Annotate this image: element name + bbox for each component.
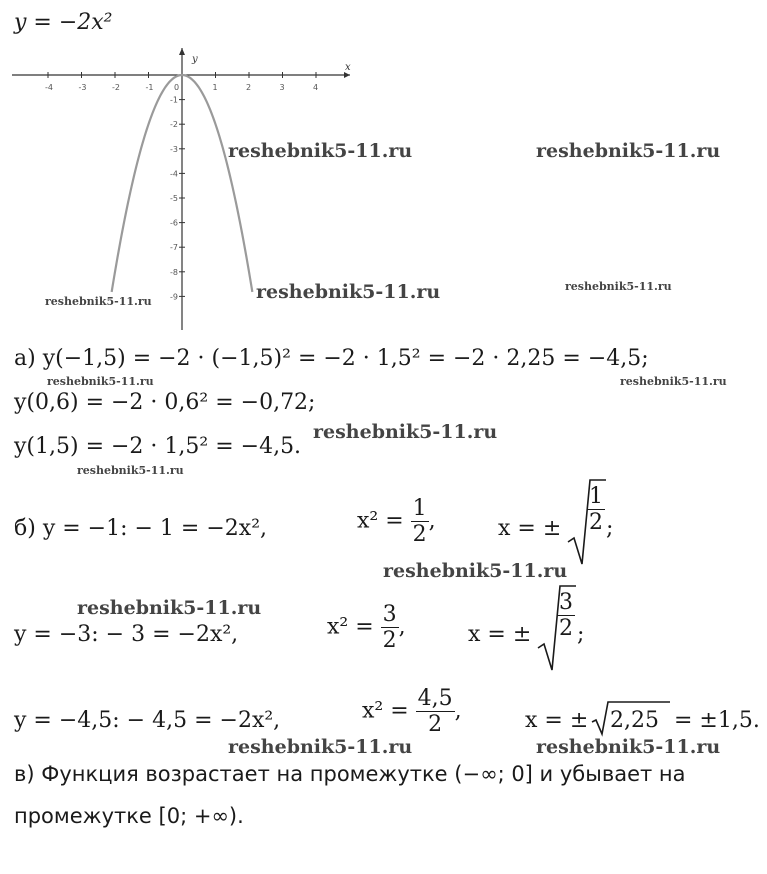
sqrt-fraction	[587, 484, 605, 535]
part-a-line-2: y(0,6) = −2 · 0,6² = −0,72;	[14, 390, 316, 415]
fraction	[411, 496, 429, 547]
fraction-numerator: 4,5	[417, 686, 453, 711]
watermark: reshebnik5-11.ru	[536, 140, 721, 162]
fraction-lhs: x² =	[327, 614, 374, 640]
fraction-numerator: 1	[412, 496, 427, 521]
fraction-denominator: 2	[412, 522, 427, 547]
x-tick-label: 2	[246, 83, 252, 92]
x-tick-label: 4	[313, 83, 319, 92]
y-tick-label: -3	[170, 144, 178, 154]
watermark: reshebnik5-11.ru	[45, 295, 152, 308]
x-tick-label: -2	[112, 83, 120, 92]
y-tick-label: -8	[170, 267, 178, 277]
x-tick-label: 1	[212, 83, 218, 92]
fraction-numerator: 3	[382, 602, 397, 627]
fraction-denominator: 2	[589, 510, 603, 535]
part-b-row-3-prefix: y = −4,5: − 4,5 = −2x²,	[14, 708, 281, 733]
part-c-line-1: в) Функция возрастает на промежутке (−∞; 0] и убывает на	[14, 762, 686, 786]
part-b-row-1-tail: ;	[606, 516, 614, 541]
fraction	[381, 602, 399, 653]
fraction-denominator: 2	[416, 711, 455, 737]
part-b-row-1-fraction: x² = $\frac{1}{2}$ ,	[357, 496, 436, 547]
fraction-lhs: x² =	[362, 698, 409, 724]
part-b-row-2-root-prefix: x = ±	[468, 622, 532, 647]
y-tick-label: -5	[170, 194, 178, 203]
fraction-numerator: 1	[589, 484, 603, 509]
part-a-line-1: а) y(−1,5) = −2 · (−1,5)² = −2 · 1,5² = −2 · 2,25 = −4,5;	[14, 346, 649, 371]
part-b-row-2-prefix: y = −3: − 3 = −2x²,	[14, 622, 239, 647]
watermark: reshebnik5-11.ru	[47, 375, 154, 388]
x-tick-label: -3	[78, 83, 87, 92]
sqrt-fraction	[557, 590, 575, 641]
x-tick-label: 0	[174, 83, 180, 92]
part-a-line-3: y(1,5) = −2 · 1,5² = −4,5.	[14, 434, 302, 459]
watermark: reshebnik5-11.ru	[383, 560, 568, 582]
y-tick-label: -1	[170, 95, 178, 105]
x-tick-label: -4	[45, 83, 53, 92]
fraction-lhs: x² =	[357, 508, 404, 534]
fraction-comma: ,	[454, 698, 462, 724]
part-c-line-2: промежутке [0; +∞).	[14, 804, 244, 828]
part-b-row-3-result: = ±1,5.	[674, 708, 760, 733]
fraction-denominator: 2	[382, 628, 397, 653]
fraction	[416, 686, 455, 737]
part-b-row-2-tail: ;	[577, 622, 585, 647]
part-b-row-1-root-prefix: x = ±	[498, 516, 562, 541]
fraction-numerator: 3	[559, 590, 573, 615]
watermark: reshebnik5-11.ru	[565, 280, 672, 293]
part-b-row-3-fraction	[362, 686, 462, 737]
watermark: reshebnik5-11.ru	[313, 421, 498, 443]
y-tick-label: -2	[170, 120, 178, 130]
watermark: reshebnik5-11.ru	[228, 736, 413, 758]
watermark: reshebnik5-11.ru	[256, 281, 441, 303]
watermark: reshebnik5-11.ru	[77, 464, 184, 477]
watermark: reshebnik5-11.ru	[620, 375, 727, 388]
x-axis-label: x	[345, 62, 351, 73]
fraction-denominator: 2	[559, 616, 573, 641]
sqrt-value: 2,25	[610, 708, 659, 733]
y-axis-label: y	[192, 54, 198, 65]
y-axis-arrow	[179, 48, 185, 55]
part-b-row-1-prefix: б) y = −1: − 1 = −2x²,	[14, 516, 267, 541]
y-tick-label: -6	[170, 218, 178, 228]
part-b-row-3-root-prefix: x = ±	[525, 708, 589, 733]
y-tick-label: -9	[170, 292, 178, 302]
watermark: reshebnik5-11.ru	[77, 597, 262, 619]
part-b-row-2-fraction: x² = $\frac{3}{2}$ ,	[327, 602, 406, 653]
y-tick-label: -7	[170, 243, 178, 253]
watermark: reshebnik5-11.ru	[228, 140, 413, 162]
x-tick-label: 3	[279, 83, 285, 92]
watermark: reshebnik5-11.ru	[536, 736, 721, 758]
y-tick-label: -4	[170, 169, 178, 179]
x-tick-label: -1	[145, 83, 154, 92]
function-title: y = −2x²	[14, 10, 113, 35]
